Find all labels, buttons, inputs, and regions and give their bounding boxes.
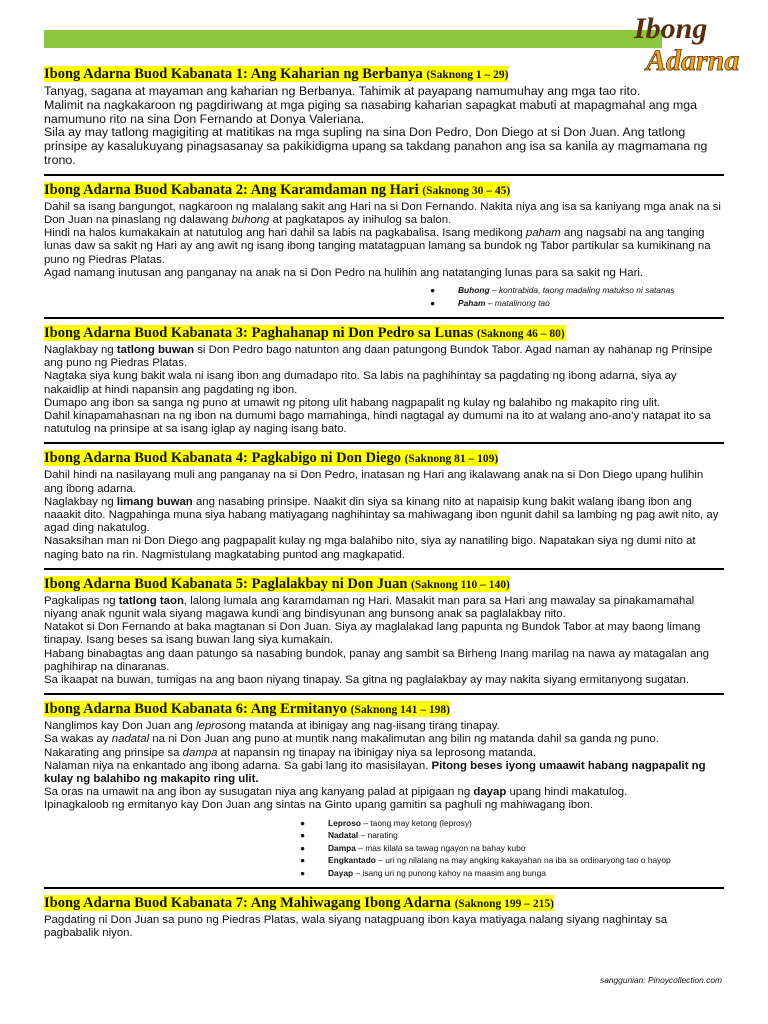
paragraph: Nakarating ang prinsipe sa dampa at napansin ng tinapay na ibinigay niya sa leprosong matanda. xyxy=(44,746,537,759)
paragraph: Nalaman niya na enkantado ang ibong adarna. Sa gabi lang ito masisilayan. Pitong beses iyong umaawit habang nagpapalit ng kulay ng balahibo ng makapito ring ulit. xyxy=(44,759,706,786)
svg-text:Ibong: Ibong xyxy=(634,12,708,45)
paragraph: Naglakbay ng tatlong buwan si Don Pedro bago natunton ang daan patungong Bundok Tabor. Agad naman ay nahanap ng Prinsipe ang puno ng Piedras Platas. xyxy=(44,344,713,370)
paragraph: Nagtaka siya kung bakit wala ni isang ibon ang dumadapo rito. Sa labis na paghihintay sa pagdating ng ibong adarna, siya ay nakaidlip at hindi napansin ang pagdating ng ibon. xyxy=(44,370,677,396)
paragraph: Sa wakas ay nadatal na ni Don Juan ang puno at muntik nang makalimutan ang bilin ng matanda dahil sa ganda ng puno. xyxy=(44,733,659,746)
section-kabanata-3 xyxy=(44,325,724,444)
paragraph: Ipinagkaloob ng ermitanyo kay Don Juan ang sintas na Ginto upang gamitin sa paghuli ng mahiwagang ibon. xyxy=(44,799,594,812)
bullet-icon: ● xyxy=(300,855,306,866)
paragraph: Naglakbay ng limang buwan ang nasabing prinsipe. Naakit din siya sa kinang nito at napaisip kung bakit walang ibang ibon ang naaakit dito. Nagpahinga muna siya habang matiyagang naghihintay sa mahiwagang ibon ngunit dahil sa lambing ng pag awit nito, ay agad ding nakatulog. xyxy=(44,495,719,535)
paragraph: Dumapo ang ibon sa sanga ng puno at umawit ng pitong ulit habang nagpapalit ng kulay ng balahibo ng makapito ring ulit. xyxy=(44,396,661,409)
paragraph: Tanyag, sagana at mayaman ang kaharian ng Berbanya. Tahimik at payapang namumuhay ang mga tao rito. xyxy=(44,84,641,98)
bullet-icon: ● xyxy=(300,830,306,841)
paragraph: Dahil sa isang bangungot, nagkaroon ng malalang sakit ang Hari na si Don Fernando. Nakita niya ang isa sa kaniyang mga anak na si Don Juan na pinaslang ng dalawang buhong at pagkatapos ay inihulog sa balon. xyxy=(44,200,721,226)
header-green-bar xyxy=(44,30,662,48)
paragraph: Nanglimos kay Don Juan ang leprosong matanda at ibinigay ang nag-iisang tirang tinapay. xyxy=(44,720,500,733)
glossary-item: ● Buhong – kontrabida, taong madaling matukso ni satanas xyxy=(430,285,675,295)
source-citation: sanggunian: Pinoycollection.com xyxy=(600,975,722,985)
paragraph: Pagkalipas ng tatlong taon, lalong lumala ang karamdaman ng Hari. Masakit man para sa Hari ang mawalay sa pinakamamahal niyang anak ngunit wala siyang magawa kundi ang bindisyunan ang bunsong anak sa paglalakbay nito. xyxy=(44,594,695,621)
section-title: Ibong Adarna Buod Kabanata 7: Ang Mahiwagang Ibong Adarna (Saknong 199 – 215) xyxy=(44,895,554,912)
paragraph: Sila ay may tatlong magigiting at matitikas na mga supling na sina Don Pedro, Don Diego at si Don Juan. Ang tatlong prinsipe ay kasalukuyang pinagsasanay sa pakikidigma upang sa takdang panahon ang isa sa kanila ay magmamana ng trono. xyxy=(44,125,708,167)
section-title: Ibong Adarna Buod Kabanata 6: Ang Ermitanyo (Saknong 141 – 198) xyxy=(44,701,450,718)
paragraph: Dahil kinapamahasnan na ng ibon na dumumi bago mamahinga, hindi nagtagal ay dumumi na ito at walang ano-ano’y natapat ito sa natutulog na prinsipe at sa isang iglap ay naging isang bato. xyxy=(44,410,711,436)
section-title: Ibong Adarna Buod Kabanata 4: Pagkabigo ni Don Diego (Saknong 81 – 109) xyxy=(44,450,499,467)
bullet-icon: ● xyxy=(300,867,306,878)
section-title: Ibong Adarna Buod Kabanata 2: Ang Karamdaman ng Hari (Saknong 30 – 45) xyxy=(44,181,511,198)
bullet-icon: ● xyxy=(430,285,436,295)
paragraph: Sa oras na umawit na ang ibon ay susugatan niya ang kanyang palad at pipigaan ng dayap upang hindi makatulog. xyxy=(44,786,628,799)
paragraph: Hindi na halos kumakakain at natutulog ang hari dahil sa labis na pagkabalisa. Isang medikong paham ang nagsabi na ang tanging lunas daw sa sakit ng Hari ay ang awit ng isang ibong tanging matatagpuan lamang sa bundok ng Tabor partikular sa kumikinang na puno ng Piedras Platas. xyxy=(44,227,711,266)
glossary-item: ● Leproso – taong may ketong (leprosy) xyxy=(300,817,472,828)
glossary-list xyxy=(300,817,730,880)
section-title: Ibong Adarna Buod Kabanata 5: Paglalakbay ni Don Juan (Saknong 110 – 140) xyxy=(44,575,510,592)
section-title: Ibong Adarna Buod Kabanata 1: Ang Kaharian ng Berbanya (Saknong 1 – 29) xyxy=(44,66,509,82)
paragraph: Dahil hindi na nasilayang muli ang panganay na si Don Pedro, inatasan ng Hari ang ikalawang anak na si Don Diego upang hulihin ang ibong adarna. xyxy=(44,469,704,495)
paragraph: Agad namang inutusan ang panganay na anak na si Don Pedro na hulihin ang natatanging lunas para sa sakit ng Hari. xyxy=(44,266,644,279)
bullet-icon: ● xyxy=(300,817,306,828)
section-kabanata-4 xyxy=(44,450,724,569)
svg-text:Adarna: Adarna xyxy=(646,44,740,77)
section-kabanata-5 xyxy=(44,576,724,695)
paragraph: Malimit na nagkakaroon ng pagdiriwang at mga piging sa nasabing kaharian sapagkat mabuti at mapagmahal ang mga namumuno rito na sina Don Fernando at Donya Valeriana. xyxy=(44,97,697,126)
section-title: Ibong Adarna Buod Kabanata 3: Paghahanap ni Don Pedro sa Lunas (Saknong 46 – 80) xyxy=(44,325,565,341)
glossary-item: ● Dayap – isang uri ng punong kahoy na maasim ang bunga xyxy=(300,867,546,878)
glossary-item: ● Engkantado – uri ng nilalang na may angking kakayahan na iba sa ordinaryong tao o hayop xyxy=(300,855,671,866)
glossary-list xyxy=(430,284,724,309)
bullet-icon: ● xyxy=(430,297,436,308)
section-kabanata-2 xyxy=(44,182,724,319)
section-kabanata-6 xyxy=(44,701,724,889)
paragraph: Sa ikaapat na buwan, tumigas na ang baon niyang tinapay. Sa gitna ng paglalakbay ay may nakita siyang ermitanyong sugatan. xyxy=(44,674,690,687)
paragraph: Natakot si Don Fernando at baka magtanan si Don Juan. Siya ay maglalakad lang papunta ng Bundok Tabor at may baong limang tinapay. Isang beses sa isang buwan lang siya kumakain. xyxy=(44,621,701,647)
section-kabanata-1 xyxy=(44,66,724,176)
section-kabanata-7 xyxy=(44,895,724,946)
glossary-item: ● Paham – matalinong tao xyxy=(430,297,550,308)
paragraph: Habang binabagtas ang daan patungo sa nasabing bundok, panay ang sambit sa Birheng Inang marilag na nawa ay matagalan ang paghihirap na dinaranas. xyxy=(44,647,709,673)
glossary-item: ● Dampa – mas kilala sa tawag ngayon na bahay kubo xyxy=(300,842,526,853)
paragraph: Pagdating ni Don Juan sa puno ng Piedras Platas, wala siyang natagpuang ibon kaya matiyaga nalang siyang naghintay sa pagbabalik niyon. xyxy=(44,914,668,940)
glossary-item: ● Nadatal – narating xyxy=(300,830,398,841)
paragraph: Nasaksihan man ni Don Diego ang pagpapalit kulay ng mga balahibo nito, siya ay nanatiling bigo. Napatakan siya ng dumi nito at naging bato na rin. Nagmistulang magkatabing puntod ang magkapatid. xyxy=(44,535,696,561)
document-body xyxy=(44,66,724,953)
bullet-icon: ● xyxy=(300,842,306,853)
